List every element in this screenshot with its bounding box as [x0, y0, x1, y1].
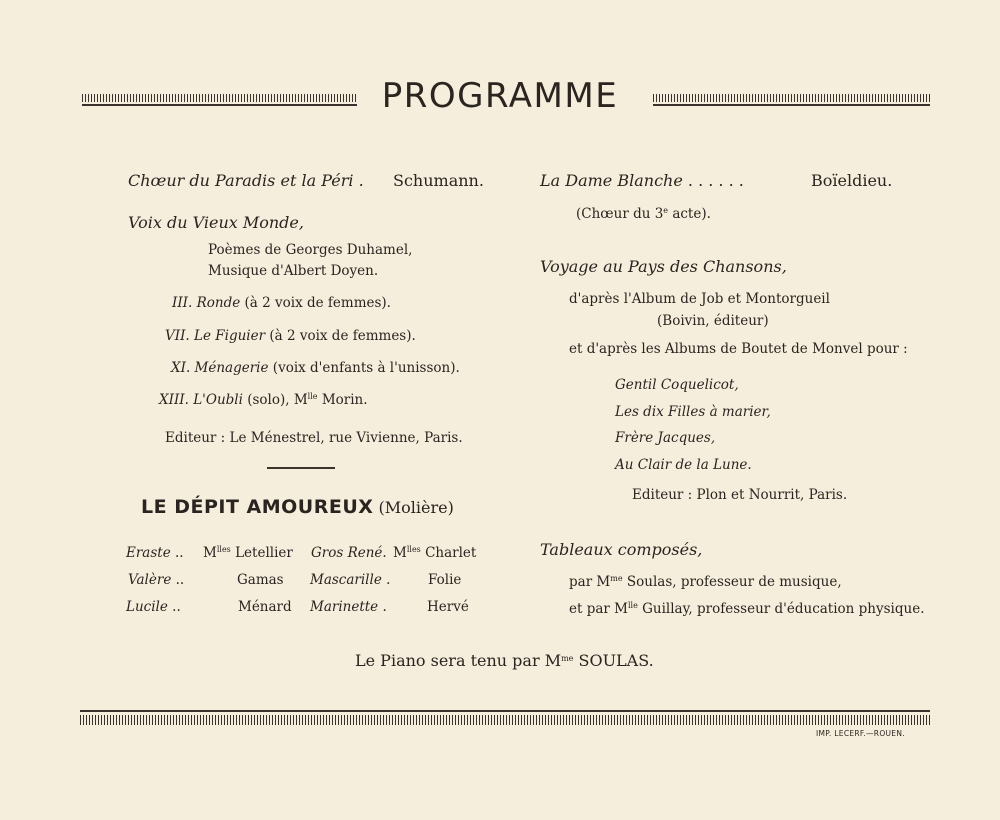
- song-detail: (à 2 voix de femmes).: [244, 295, 391, 311]
- song-number: III.: [172, 295, 193, 311]
- chanson-item: Au Clair de la Lune.: [615, 457, 752, 473]
- right-item-3-title: Tableaux composés,: [540, 540, 703, 559]
- song-soloist: Morin.: [317, 392, 368, 408]
- item-2-title: Voix du Vieux Monde,: [128, 213, 304, 232]
- song-name: L'Oubli: [193, 392, 243, 408]
- play-title: LE DÉPIT AMOUREUX: [141, 496, 374, 518]
- song-line: [159, 392, 368, 408]
- cast-actor: $M^{lles}$ Charlet: [393, 545, 477, 561]
- right-item-1-title: La Dame Blanche: [540, 171, 683, 190]
- song-name: Ménagerie: [194, 360, 269, 376]
- cast-actor: $M^{lles}$ Letellier: [203, 545, 293, 561]
- right-item-2-line1: d'après l'Album de Job et Montorgueil: [569, 291, 830, 307]
- right-item-2-line2: (Boivin, éditeur): [657, 313, 769, 329]
- printer-credit: IMP. LECERF.—ROUEN.: [816, 729, 905, 738]
- play-author: (Molière): [378, 498, 454, 517]
- left-editor: Editeur : Le Ménestrel, rue Vivienne, Paris.: [165, 430, 463, 446]
- cast-role: Valère ..: [128, 572, 185, 588]
- cast-actor: Hervé: [427, 599, 469, 615]
- footer-rule: [80, 710, 930, 726]
- right-item-3-line1: par $M^{me}$ Soulas, professeur de musique,: [569, 574, 842, 590]
- item-1-composer: Schumann.: [393, 171, 484, 190]
- right-item-1-note: (Chœur du 3e acte).: [576, 206, 711, 222]
- song-line: [172, 295, 391, 311]
- piano-note: Le Piano sera tenu par $M^{me}$ SOULAS.: [355, 651, 654, 670]
- cast-actor: Ménard: [238, 599, 292, 615]
- song-detail: (voix d'enfants à l'unisson).: [272, 360, 460, 376]
- item-2-music: Musique d'Albert Doyen.: [208, 263, 379, 279]
- item-1-title: Chœur du Paradis et la Péri .: [128, 171, 364, 190]
- cast-actor: Folie: [428, 572, 462, 588]
- song-detail: (solo), M: [247, 392, 308, 408]
- song-line: [165, 328, 416, 344]
- cast-role: Mascarille .: [310, 572, 391, 588]
- right-item-1: [540, 171, 744, 190]
- cast-role: Eraste ..: [126, 545, 184, 561]
- item-2-poems: Poèmes de Georges Duhamel,: [208, 242, 413, 258]
- page-title: PROGRAMME: [381, 76, 619, 116]
- cast-role: Marinette .: [310, 599, 387, 615]
- section-divider: [267, 467, 335, 469]
- chanson-item: Frère Jacques,: [615, 430, 716, 446]
- cast-role: Lucile ..: [126, 599, 181, 615]
- right-item-2-title: Voyage au Pays des Chansons,: [540, 257, 787, 276]
- cast-actor: Gamas: [237, 572, 284, 588]
- right-editor: Editeur : Plon et Nourrit, Paris.: [632, 487, 848, 503]
- leader-dots: . . . . . .: [687, 171, 744, 190]
- song-name: Ronde: [196, 295, 241, 311]
- right-item-1-composer: Boïeldieu.: [811, 171, 893, 190]
- chanson-item: Gentil Coquelicot,: [615, 377, 739, 393]
- song-number: XIII.: [159, 392, 189, 408]
- right-item-2-line3: et d'après les Albums de Boutet de Monvel pour :: [569, 341, 908, 357]
- chanson-item: Les dix Filles à marier,: [615, 404, 771, 420]
- song-number: XI.: [171, 360, 191, 376]
- right-item-3-line2: et par $M^{lle}$ Guillay, professeur d'éducation physique.: [569, 601, 925, 617]
- song-name: Le Figuier: [194, 328, 266, 344]
- song-number: VII.: [165, 328, 190, 344]
- play-heading: [141, 496, 454, 518]
- superscript: lle: [307, 392, 318, 401]
- song-line: [171, 360, 460, 376]
- cast-role: Gros René.: [311, 545, 387, 561]
- song-detail: (à 2 voix de femmes).: [269, 328, 416, 344]
